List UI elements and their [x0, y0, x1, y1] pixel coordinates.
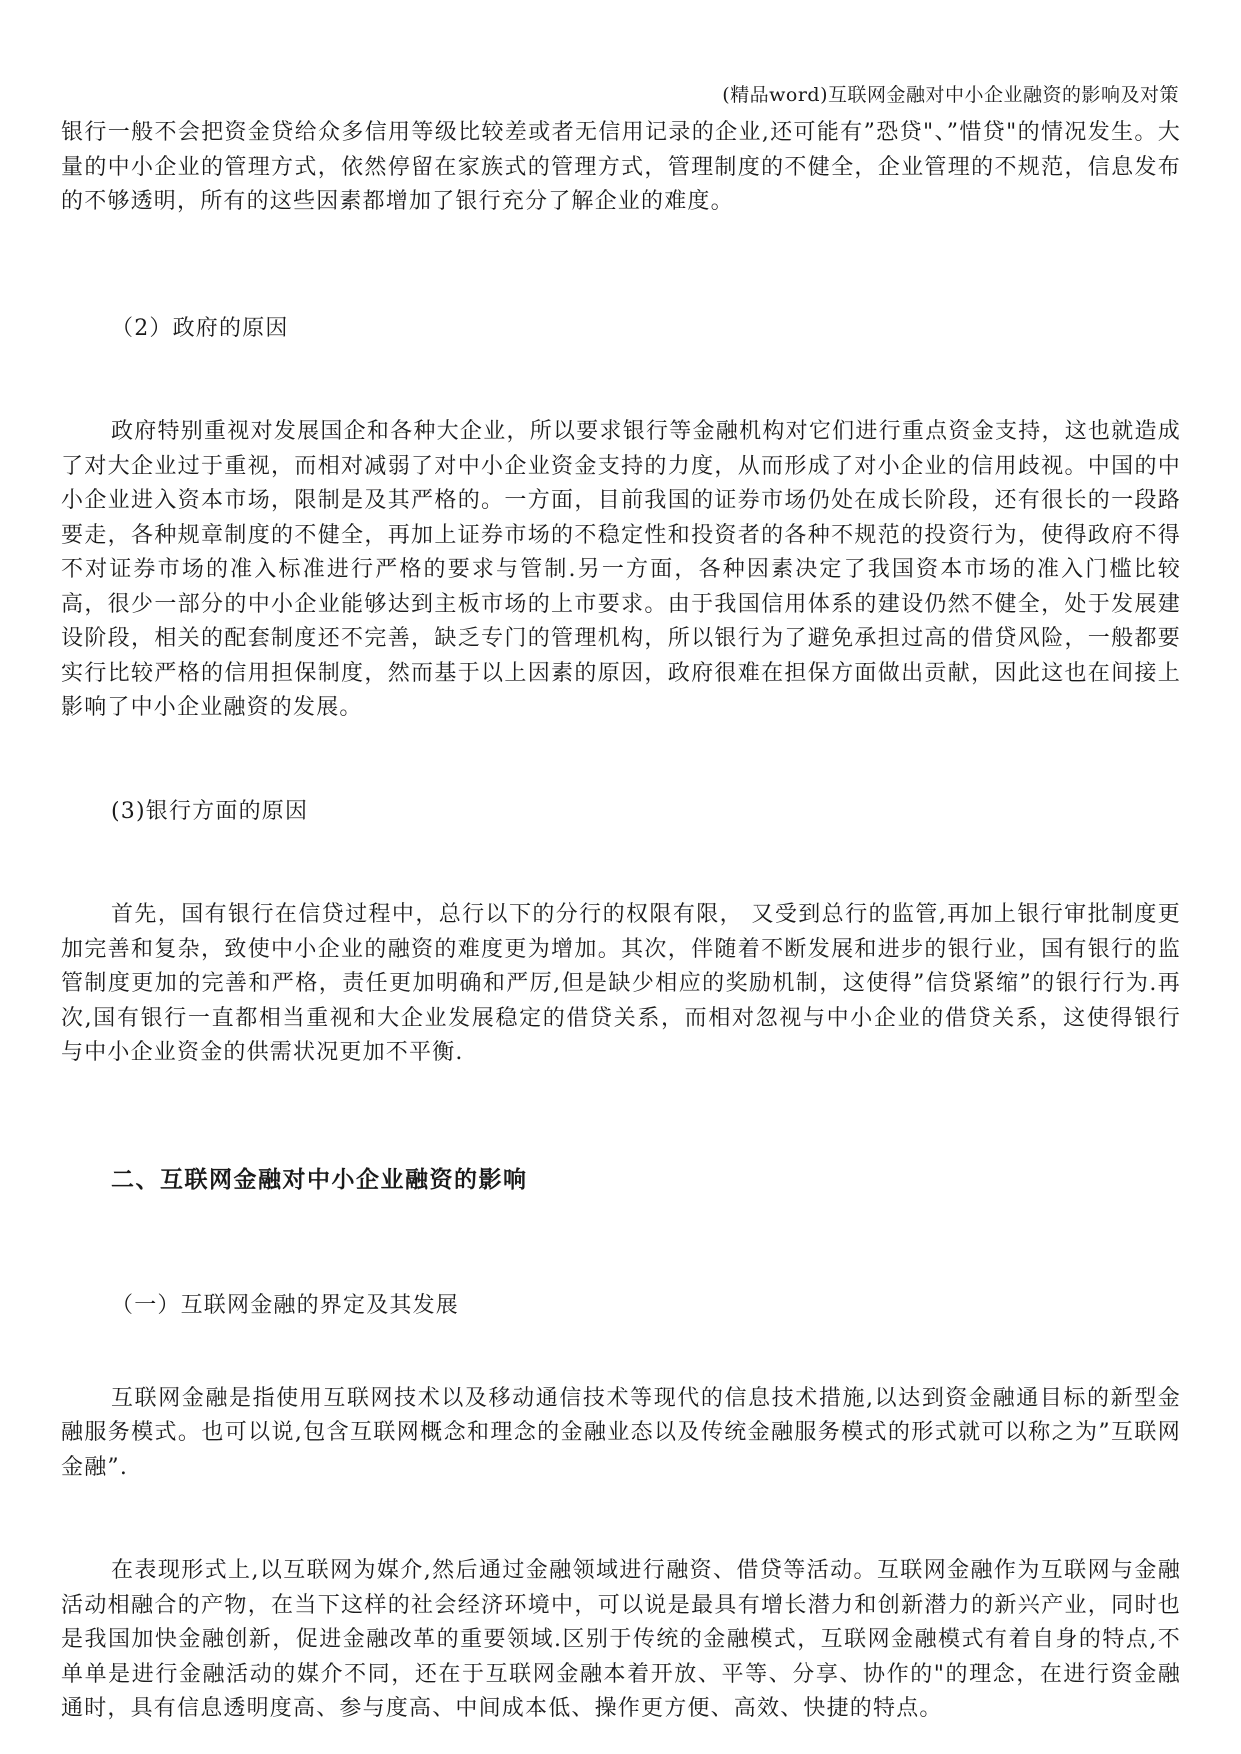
- subheading-government-reasons: （2）政府的原因: [111, 315, 289, 341]
- spacer: [61, 1485, 1181, 1554]
- spacer: [61, 220, 1181, 312]
- paragraph-bank-credit: 银行一般不会把资金贷给众多信用等级比较差或者无信用记录的企业,还可能有”恐贷"、”惜贷"的情况发生。大量的中小企业的管理方式，依然停留在家族式的管理方式，管理制度的不健全，企业管理的不规范，信息发布的不够透明，所有的这些因素都增加了银行充分了解企业的难度。: [61, 120, 1181, 214]
- paragraph-government-reasons: 政府特别重视对发展国企和各种大企业，所以要求银行等金融机构对它们进行重点资金支持，这也就造成了对大企业过于重视，而相对减弱了对中小企业资金支持的力度，从而形成了对小企业的信用歧视。中国的中小企业进入资本市场，限制是及其严格的。一方面，目前我国的证券市场仍处在成长阶段，还有很长的一段路要走，各种规章制度的不健全，再加上证券市场的不稳定性和投资者的各种不规范的投资行为，使得政府不得不对证券市场的准入标准进行严格的要求与管制.另一方面，各种因素决定了我国资本市场的准入门槛比较高，很少一部分的中小企业能够达到主板市场的上市要求。由于我国信用体系的建设仍然不健全，处于发展建设阶段，相关的配套制度还不完善，缺乏专门的管理机构，所以银行为了避免承担过高的借贷风险，一般都要实行比较严格的信用担保制度，然而基于以上因素的原因，政府很难在担保方面做出贡献，因此这也在间接上影响了中小企业融资的发展。: [61, 419, 1181, 720]
- paragraph-forms: 在表现形式上,以互联网为媒介,然后通过金融领域进行融资、借贷等活动。互联网金融作为互联网与金融活动相融合的产物，在当下这样的社会经济环境中，可以说是最具有增长潜力和创新潜力的新兴产业，同时也是我国加快金融创新，促进金融改革的重要领域.区别于传统的金融模式，互联网金融模式有着自身的特点,不单单是进行金融活动的媒介不同，还在于互联网金融本着开放、平等、分享、协作的"的理念，在进行资金融通时，具有信息透明度高、参与度高、中间成本低、操作更方便、高效、快捷的特点。: [61, 1558, 1181, 1721]
- subheading-definition: （一）互联网金融的界定及其发展: [111, 1293, 460, 1318]
- section-title-internet-finance-impact: 二、互联网金融对中小企业融资的影响: [111, 1166, 528, 1193]
- spacer: [61, 1324, 1181, 1382]
- spacer: [61, 1071, 1181, 1163]
- spacer: [61, 829, 1181, 898]
- running-header: (精品word)互联网金融对中小企业融资的影响及对策: [722, 84, 1179, 106]
- spacer: [61, 726, 1181, 795]
- paragraph-bank-reasons: 首先，国有银行在信贷过程中，总行以下的分行的权限有限， 又受到总行的监管,再加上银行审批制度更加完善和复杂，致使中小企业的融资的难度更为增加。其次，伴随着不断发展和进步的银行业，国有银行的监管制度更加的完善和严格，责任更加明确和严厉,但是缺少相应的奖励机制，这使得”信贷紧缩”的银行行为.再次,国有银行一直都相当重视和大企业发展稳定的借贷关系，而相对忽视与中小企业的借贷关系，这使得银行与中小企业资金的供需状况更加不平衡.: [61, 902, 1181, 1065]
- spacer: [61, 1197, 1181, 1289]
- subheading-bank-reasons: (3)银行方面的原因: [111, 798, 309, 824]
- paragraph-definition: 互联网金融是指使用互联网技术以及移动通信技术等现代的信息技术措施,以达到资金融通目标的新型金融服务模式。也可以说,包含互联网概念和理念的金融业态以及传统金融服务模式的形式就可以称之为”互联网金融”.: [61, 1385, 1181, 1480]
- spacer: [61, 346, 1181, 415]
- page-body: [61, 116, 1181, 1727]
